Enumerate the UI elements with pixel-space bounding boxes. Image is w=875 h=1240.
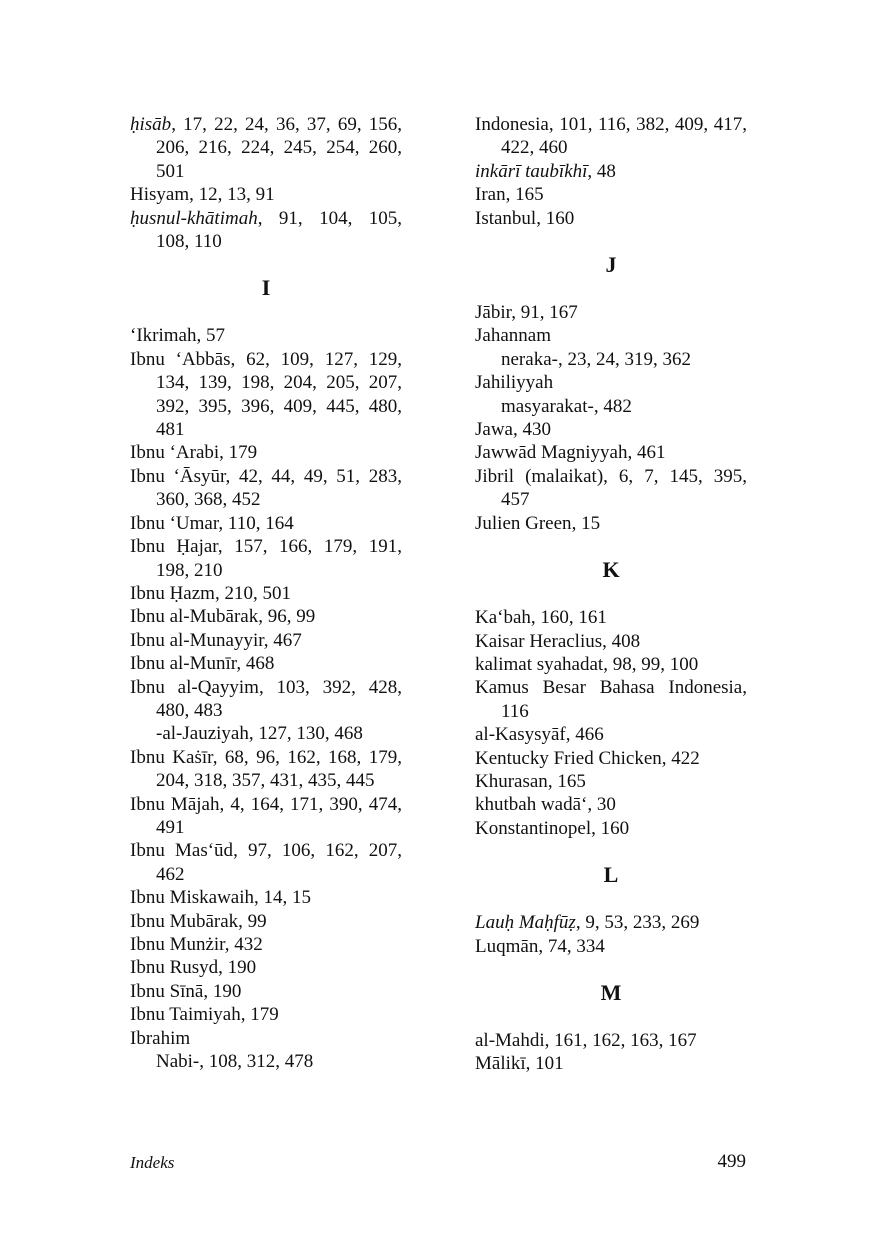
index-term: masyarakat-	[501, 395, 594, 417]
index-entry	[130, 652, 402, 675]
index-entry	[475, 911, 747, 934]
index-entry	[475, 817, 747, 840]
index-term: Ibnu Sīnā	[130, 980, 204, 1002]
index-term: Kamus Besar Bahasa Indonesia	[475, 677, 743, 699]
page-references: , 432	[224, 934, 263, 955]
footer-title: Indeks	[130, 1153, 175, 1172]
index-entry	[130, 956, 402, 979]
index-term: al-Kasysyāf	[475, 724, 566, 746]
index-entry	[475, 1052, 747, 1075]
page-references: , 468	[236, 653, 275, 675]
page-references: , 467	[263, 629, 302, 651]
index-entry	[130, 910, 402, 933]
page-references: , 17, 22, 24, 36, 37, 69, 156, 206, 216, 224, 245, 254, 260, 501	[156, 114, 402, 182]
index-entry	[130, 512, 402, 535]
index-term: Jahannam	[475, 325, 551, 347]
index-entry	[130, 1003, 402, 1026]
index-entry	[130, 348, 402, 442]
page-references: , 97, 106, 162, 207, 462	[156, 840, 402, 885]
index-entry	[475, 371, 747, 394]
index-term: Ibnu ‘Arabi	[130, 442, 220, 464]
index-entry	[475, 441, 747, 464]
index-term: ‘Ikrimah	[130, 325, 197, 347]
index-term: Lauḥ Maḥfūẓ	[475, 912, 576, 934]
index-entry	[475, 770, 747, 793]
index-term: Jawa	[475, 419, 513, 441]
index-entry	[475, 630, 747, 653]
index-entry	[130, 1027, 402, 1050]
index-entry	[475, 747, 747, 770]
page-references: , 110, 164	[218, 512, 294, 534]
index-term: Kaisar Heraclius	[475, 630, 603, 652]
index-term: Istanbul	[475, 207, 537, 229]
page-references: , 190	[218, 957, 257, 979]
index-term: Khurasan	[475, 770, 548, 792]
index-term: Jibril (malaikat)	[475, 465, 604, 487]
index-term: ḥusnul-khātimah	[130, 207, 258, 229]
page-references: , 160, 161	[530, 607, 607, 629]
page-references: , 48	[587, 160, 616, 182]
index-entry	[130, 582, 402, 605]
page-references: , 482	[593, 395, 632, 417]
index-entry	[130, 746, 402, 793]
index-entry	[130, 839, 402, 886]
page-references: , 103, 392, 428, 480, 483	[156, 676, 403, 721]
index-term: Ibnu al-Qayyim	[130, 676, 259, 698]
page-references: , 99	[238, 910, 267, 932]
page-references: , 30	[587, 794, 616, 816]
index-entry	[475, 512, 747, 535]
index-term: Ibnu Mas‘ūd	[130, 840, 234, 862]
index-subentry	[130, 722, 402, 745]
index-term: Ibnu ‘Āsyūr	[130, 465, 226, 487]
index-term: ḥisāb	[130, 114, 172, 135]
page-references: , 57	[196, 325, 225, 347]
index-entry	[130, 113, 402, 183]
index-term: Ibnu al-Munīr	[130, 653, 237, 675]
letter-heading-l: L	[603, 862, 619, 888]
page-references: , 466	[565, 724, 604, 746]
page-references: , 9, 53, 233, 269	[575, 912, 700, 934]
index-term: Ibnu Ḥajar	[130, 536, 218, 558]
index-term: Ibrahim	[130, 1027, 191, 1049]
index-term: Ibnu Ḥazm	[130, 582, 215, 604]
index-term: Iran	[475, 184, 506, 206]
index-term: Jahiliyyah	[475, 372, 554, 394]
index-term: inkārī taubīkhī	[475, 160, 588, 182]
page-references: , 15	[571, 512, 601, 534]
index-entry	[130, 324, 402, 347]
letter-heading-k: K	[602, 557, 620, 583]
page-references: , 461	[627, 442, 666, 464]
index-entry	[130, 629, 402, 652]
page-references: , 4, 164, 171, 390, 474, 491	[156, 793, 403, 838]
page-references: , 62, 109, 127, 129, 134, 139, 198, 204, 205, 207, 392, 395, 396, 409, 445, 480, 481	[156, 348, 403, 441]
index-term: Ka‘bah	[475, 607, 531, 629]
index-term: Ibnu Mubārak	[130, 910, 239, 932]
page-references: , 42, 44, 49, 51, 283, 360, 368, 452	[156, 465, 402, 511]
index-column-right	[475, 113, 747, 1076]
index-subentry	[475, 348, 747, 371]
index-term: Ibnu Munżir	[130, 934, 225, 955]
page-references: , 408	[602, 630, 641, 652]
index-entry	[130, 793, 402, 840]
index-entry	[130, 441, 402, 464]
index-term: Jābir	[475, 302, 512, 324]
index-term: kalimat syahadat	[475, 653, 604, 675]
index-term: Ibnu Rusyd	[130, 957, 219, 979]
page-references: , 165	[505, 184, 544, 206]
page-references: , 160	[591, 817, 630, 839]
index-term: Ibnu Mājah	[130, 793, 220, 815]
index-term: Ibnu ‘Abbās	[130, 348, 231, 370]
page-references: , 23, 24, 319, 362	[557, 348, 691, 370]
page-references: , 430	[512, 419, 551, 441]
index-entry	[130, 605, 402, 628]
index-entry	[130, 465, 402, 512]
index-term: -al-Jauziyah	[156, 723, 249, 745]
index-entry	[475, 113, 747, 160]
page-references: , 6, 7, 145, 395, 457	[501, 465, 747, 511]
index-entry	[130, 183, 402, 206]
index-term: Julien Green	[475, 512, 572, 534]
page-references: , 74, 334	[538, 935, 605, 957]
index-term: Ibnu Kaṡīr	[130, 746, 213, 768]
page-references: , 116	[501, 677, 747, 722]
index-entry	[475, 676, 747, 723]
index-term: neraka-	[501, 348, 558, 370]
page-references: , 108, 312, 478	[199, 1051, 314, 1073]
index-term: Ibnu al-Mubārak	[130, 606, 259, 628]
page-references: , 91, 167	[511, 302, 578, 324]
index-term: Konstantinopel	[475, 817, 592, 839]
page-references: , 101, 116, 382, 409, 417, 422, 460	[501, 114, 747, 159]
page-references: , 210, 501	[214, 582, 291, 604]
page-references: , 157, 166, 179, 191, 198, 210	[156, 536, 402, 581]
page-references: , 96, 99	[258, 606, 316, 628]
page-references: , 165	[547, 770, 586, 792]
index-column-left	[130, 113, 402, 1073]
page-references: , 91, 104, 105, 108, 110	[156, 207, 402, 253]
index-entry	[475, 606, 747, 629]
index-term: Mālikī	[475, 1053, 526, 1075]
index-entry	[130, 535, 402, 582]
index-term: Kentucky Fried Chicken	[475, 747, 662, 769]
index-entry	[475, 324, 747, 347]
index-term: Ibnu al-Munayyir	[130, 629, 264, 651]
page-references: , 190	[203, 980, 242, 1002]
index-term: Ibnu Miskawaih	[130, 887, 255, 909]
index-entry	[130, 676, 402, 723]
index-entry	[130, 980, 402, 1003]
index-entry	[130, 207, 402, 254]
index-entry	[475, 207, 747, 230]
index-term: Hisyam	[130, 184, 190, 206]
index-entry	[475, 301, 747, 324]
index-term: Jawwād Magniyyah	[475, 442, 628, 464]
page-number: 499	[717, 1151, 746, 1172]
index-entry	[475, 653, 747, 676]
page-references: , 179	[240, 1004, 279, 1026]
page-references: , 127, 130, 468	[248, 723, 363, 745]
page-references: , 160	[536, 207, 575, 229]
index-entry	[475, 723, 747, 746]
index-entry	[475, 418, 747, 441]
letter-heading-i: I	[261, 275, 271, 301]
index-entry	[475, 160, 747, 183]
page-references: , 98, 99, 100	[603, 653, 699, 675]
page-references: , 14, 15	[254, 887, 312, 909]
index-subentry	[475, 395, 747, 418]
page-references: , 12, 13, 91	[189, 184, 275, 206]
index-entry	[130, 933, 402, 956]
page-references: , 101	[525, 1053, 564, 1075]
page-references: , 68, 96, 162, 168, 179, 204, 318, 357, 431, 435, 445	[156, 746, 402, 792]
page-references: , 161, 162, 163, 167	[544, 1029, 697, 1051]
index-entry	[475, 183, 747, 206]
letter-heading-j: J	[605, 252, 617, 278]
index-term: khutbah wadā‘	[475, 794, 588, 816]
index-entry	[475, 465, 747, 512]
index-entry	[475, 935, 747, 958]
index-term: Ibnu ‘Umar	[130, 512, 219, 534]
index-term: Luqmān	[475, 935, 539, 957]
index-entry	[475, 1029, 747, 1052]
index-subentry	[130, 1050, 402, 1073]
index-entry	[475, 793, 747, 816]
page-references: , 422	[661, 747, 700, 769]
letter-heading-m: M	[600, 979, 622, 1005]
index-term: Nabi-	[156, 1051, 200, 1073]
page-references: , 179	[219, 442, 258, 464]
index-term: al-Mahdi	[475, 1029, 545, 1051]
index-entry	[130, 886, 402, 909]
index-term: Ibnu Taimiyah	[130, 1004, 241, 1026]
index-term: Indonesia	[475, 114, 549, 135]
